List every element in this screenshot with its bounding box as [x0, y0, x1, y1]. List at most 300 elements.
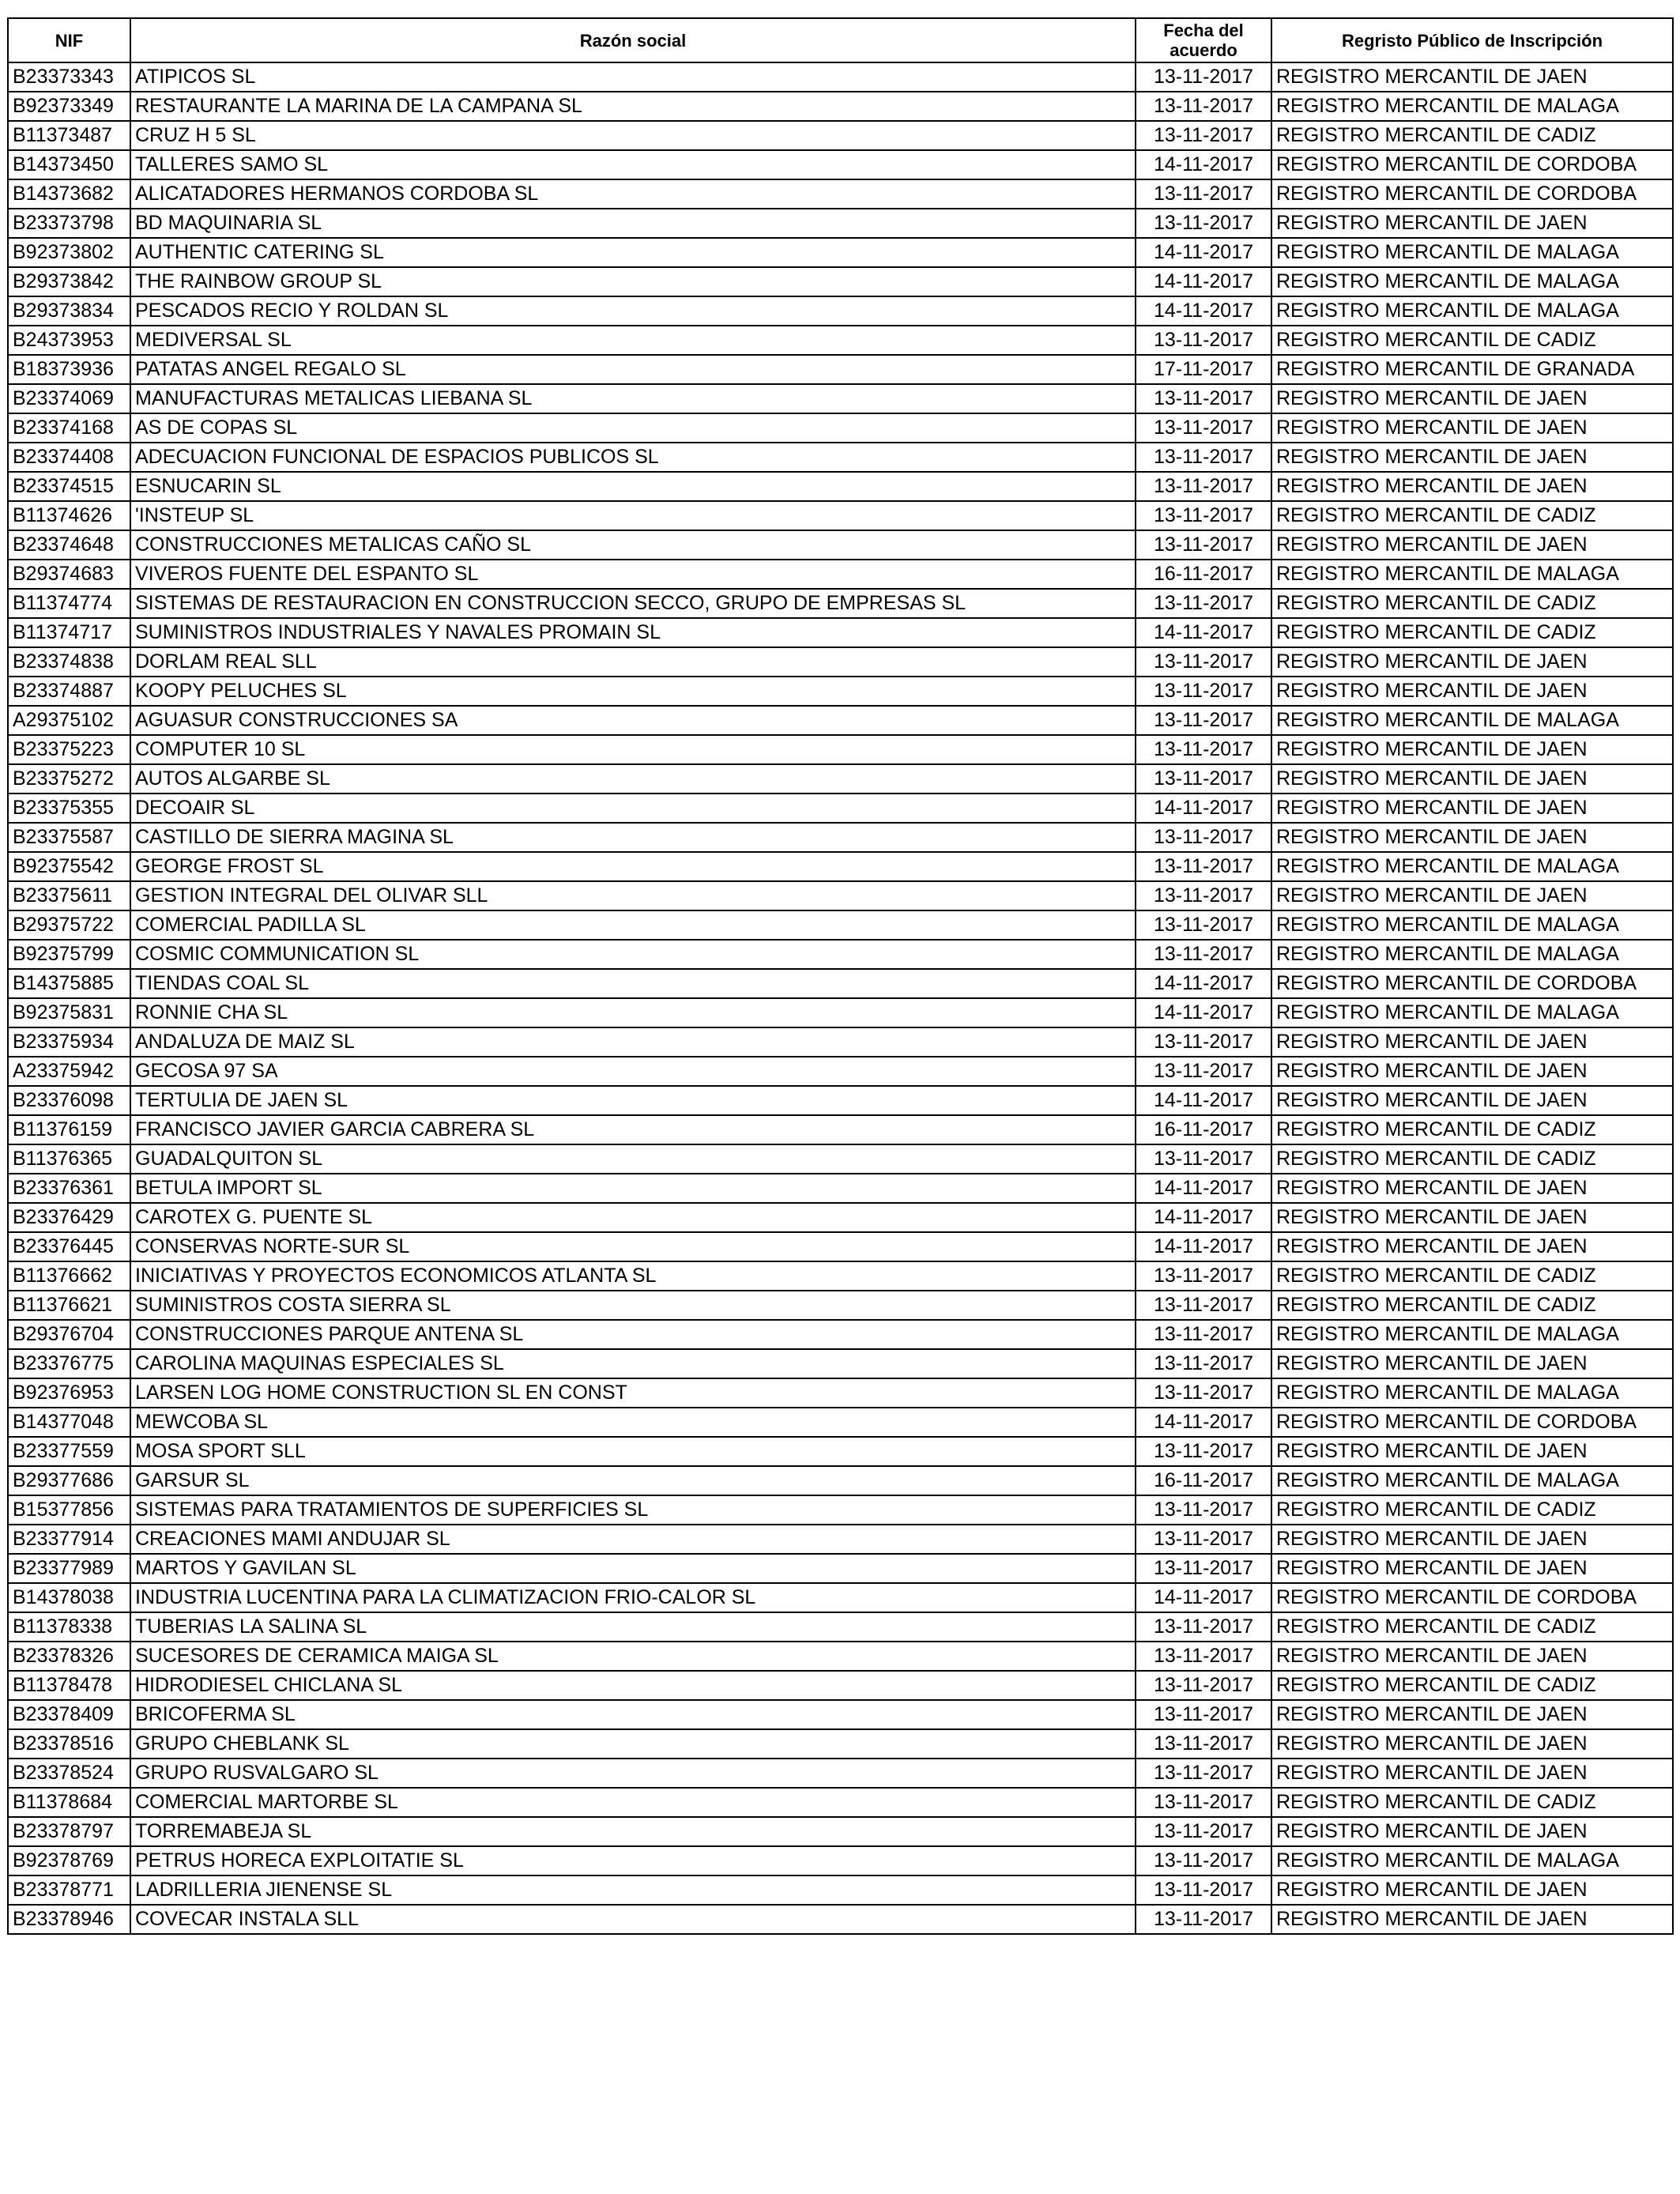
- cell-razon-social: CASTILLO DE SIERRA MAGINA SL: [130, 823, 1136, 852]
- table-row: [8, 62, 1673, 92]
- cell-nif: B92375542: [8, 852, 130, 881]
- cell-razon-social: COMPUTER 10 SL: [130, 735, 1136, 764]
- cell-registro: REGISTRO MERCANTIL DE JAEN: [1271, 764, 1673, 794]
- cell-nif: B23377989: [8, 1554, 130, 1583]
- cell-fecha: 13-11-2017: [1136, 121, 1271, 150]
- cell-registro: REGISTRO MERCANTIL DE MALAGA: [1271, 560, 1673, 589]
- cell-nif: B14373450: [8, 150, 130, 179]
- cell-razon-social: CAROTEX G. PUENTE SL: [130, 1203, 1136, 1232]
- cell-nif: B23378516: [8, 1729, 130, 1759]
- table-row: [8, 1759, 1673, 1788]
- cell-razon-social: SUCESORES DE CERAMICA MAIGA SL: [130, 1642, 1136, 1671]
- table-row: [8, 150, 1673, 179]
- cell-razon-social: ALICATADORES HERMANOS CORDOBA SL: [130, 179, 1136, 209]
- cell-razon-social: TORREMABEJA SL: [130, 1817, 1136, 1846]
- cell-nif: B23375934: [8, 1027, 130, 1057]
- cell-registro: REGISTRO MERCANTIL DE JAEN: [1271, 823, 1673, 852]
- cell-registro: REGISTRO MERCANTIL DE JAEN: [1271, 530, 1673, 560]
- table-row: [8, 1144, 1673, 1174]
- table-row: [8, 969, 1673, 998]
- cell-registro: REGISTRO MERCANTIL DE MALAGA: [1271, 92, 1673, 121]
- cell-registro: REGISTRO MERCANTIL DE JAEN: [1271, 1525, 1673, 1554]
- cell-razon-social: AGUASUR CONSTRUCCIONES SA: [130, 706, 1136, 735]
- table-row: [8, 1875, 1673, 1905]
- table-row: [8, 296, 1673, 326]
- cell-fecha: 14-11-2017: [1136, 1086, 1271, 1115]
- cell-razon-social: GUADALQUITON SL: [130, 1144, 1136, 1174]
- cell-nif: B29376704: [8, 1320, 130, 1349]
- cell-nif: B23377559: [8, 1437, 130, 1466]
- cell-nif: B23376429: [8, 1203, 130, 1232]
- cell-registro: REGISTRO MERCANTIL DE CADIZ: [1271, 618, 1673, 647]
- cell-fecha: 13-11-2017: [1136, 384, 1271, 413]
- cell-nif: B18373936: [8, 355, 130, 384]
- cell-registro: REGISTRO MERCANTIL DE JAEN: [1271, 1203, 1673, 1232]
- cell-fecha: 13-11-2017: [1136, 823, 1271, 852]
- cell-fecha: 13-11-2017: [1136, 413, 1271, 443]
- cell-fecha: 14-11-2017: [1136, 998, 1271, 1027]
- cell-razon-social: COSMIC COMMUNICATION SL: [130, 940, 1136, 969]
- cell-nif: B23374408: [8, 443, 130, 472]
- cell-registro: REGISTRO MERCANTIL DE CADIZ: [1271, 1291, 1673, 1320]
- cell-nif: B14377048: [8, 1408, 130, 1437]
- cell-razon-social: KOOPY PELUCHES SL: [130, 677, 1136, 706]
- cell-nif: B11373487: [8, 121, 130, 150]
- cell-registro: REGISTRO MERCANTIL DE CORDOBA: [1271, 1583, 1673, 1612]
- cell-nif: B92378769: [8, 1846, 130, 1875]
- cell-fecha: 14-11-2017: [1136, 1583, 1271, 1612]
- cell-fecha: 13-11-2017: [1136, 326, 1271, 355]
- cell-razon-social: PATATAS ANGEL REGALO SL: [130, 355, 1136, 384]
- cell-registro: REGISTRO MERCANTIL DE JAEN: [1271, 1349, 1673, 1378]
- cell-registro: REGISTRO MERCANTIL DE JAEN: [1271, 1174, 1673, 1203]
- column-header-nif: NIF: [8, 18, 130, 62]
- table-row: [8, 209, 1673, 238]
- cell-nif: B23373343: [8, 62, 130, 92]
- table-row: [8, 267, 1673, 296]
- cell-razon-social: MEWCOBA SL: [130, 1408, 1136, 1437]
- cell-registro: REGISTRO MERCANTIL DE CADIZ: [1271, 1671, 1673, 1700]
- cell-nif: B23374887: [8, 677, 130, 706]
- cell-fecha: 13-11-2017: [1136, 677, 1271, 706]
- cell-nif: B23377914: [8, 1525, 130, 1554]
- cell-razon-social: HIDRODIESEL CHICLANA SL: [130, 1671, 1136, 1700]
- cell-razon-social: DORLAM REAL SLL: [130, 647, 1136, 677]
- cell-registro: REGISTRO MERCANTIL DE CADIZ: [1271, 326, 1673, 355]
- cell-razon-social: GRUPO RUSVALGARO SL: [130, 1759, 1136, 1788]
- table-row: [8, 1700, 1673, 1729]
- cell-fecha: 13-11-2017: [1136, 735, 1271, 764]
- cell-registro: REGISTRO MERCANTIL DE JAEN: [1271, 1642, 1673, 1671]
- cell-fecha: 13-11-2017: [1136, 1261, 1271, 1291]
- table-row: [8, 1905, 1673, 1934]
- cell-nif: B29373842: [8, 267, 130, 296]
- cell-registro: REGISTRO MERCANTIL DE JAEN: [1271, 1437, 1673, 1466]
- cell-razon-social: SUMINISTROS INDUSTRIALES Y NAVALES PROMAIN SL: [130, 618, 1136, 647]
- table-row: [8, 1115, 1673, 1144]
- cell-fecha: 13-11-2017: [1136, 1788, 1271, 1817]
- cell-registro: REGISTRO MERCANTIL DE JAEN: [1271, 1759, 1673, 1788]
- cell-registro: REGISTRO MERCANTIL DE JAEN: [1271, 1905, 1673, 1934]
- cell-registro: REGISTRO MERCANTIL DE CADIZ: [1271, 501, 1673, 530]
- cell-razon-social: GECOSA 97 SA: [130, 1057, 1136, 1086]
- cell-razon-social: CONSERVAS NORTE-SUR SL: [130, 1232, 1136, 1261]
- cell-nif: B11374626: [8, 501, 130, 530]
- table-row: [8, 1057, 1673, 1086]
- table-row: [8, 1729, 1673, 1759]
- cell-nif: B14375885: [8, 969, 130, 998]
- cell-nif: B23375272: [8, 764, 130, 794]
- table-row: [8, 121, 1673, 150]
- cell-registro: REGISTRO MERCANTIL DE JAEN: [1271, 677, 1673, 706]
- table-row: [8, 472, 1673, 501]
- cell-registro: REGISTRO MERCANTIL DE JAEN: [1271, 1817, 1673, 1846]
- cell-razon-social: ADECUACION FUNCIONAL DE ESPACIOS PUBLICOS SL: [130, 443, 1136, 472]
- cell-razon-social: LADRILLERIA JIENENSE SL: [130, 1875, 1136, 1905]
- table-row: [8, 1174, 1673, 1203]
- cell-fecha: 13-11-2017: [1136, 179, 1271, 209]
- cell-registro: REGISTRO MERCANTIL DE CORDOBA: [1271, 150, 1673, 179]
- cell-razon-social: BD MAQUINARIA SL: [130, 209, 1136, 238]
- cell-registro: REGISTRO MERCANTIL DE MALAGA: [1271, 238, 1673, 267]
- column-header-fecha: [1136, 18, 1271, 62]
- cell-razon-social: PESCADOS RECIO Y ROLDAN SL: [130, 296, 1136, 326]
- cell-fecha: 13-11-2017: [1136, 1642, 1271, 1671]
- cell-nif: B92376953: [8, 1378, 130, 1408]
- cell-registro: REGISTRO MERCANTIL DE JAEN: [1271, 1027, 1673, 1057]
- table-row: [8, 1291, 1673, 1320]
- cell-registro: REGISTRO MERCANTIL DE MALAGA: [1271, 706, 1673, 735]
- table-row: [8, 647, 1673, 677]
- table-row: [8, 618, 1673, 647]
- table-row: [8, 501, 1673, 530]
- table-row: [8, 794, 1673, 823]
- column-header-razon-social: Razón social: [130, 18, 1136, 62]
- table-row: [8, 530, 1673, 560]
- cell-fecha: 13-11-2017: [1136, 530, 1271, 560]
- cell-registro: REGISTRO MERCANTIL DE CADIZ: [1271, 1495, 1673, 1525]
- cell-nif: B23378771: [8, 1875, 130, 1905]
- cell-fecha: 14-11-2017: [1136, 267, 1271, 296]
- table-row: [8, 179, 1673, 209]
- cell-registro: REGISTRO MERCANTIL DE JAEN: [1271, 384, 1673, 413]
- cell-fecha: 13-11-2017: [1136, 589, 1271, 618]
- cell-razon-social: LARSEN LOG HOME CONSTRUCTION SL EN CONST: [130, 1378, 1136, 1408]
- cell-fecha: 13-11-2017: [1136, 1027, 1271, 1057]
- cell-fecha: 13-11-2017: [1136, 1144, 1271, 1174]
- cell-registro: REGISTRO MERCANTIL DE CORDOBA: [1271, 969, 1673, 998]
- cell-nif: B15377856: [8, 1495, 130, 1525]
- table-row: [8, 940, 1673, 969]
- cell-nif: B11378684: [8, 1788, 130, 1817]
- cell-registro: REGISTRO MERCANTIL DE MALAGA: [1271, 1466, 1673, 1495]
- cell-fecha: 13-11-2017: [1136, 910, 1271, 940]
- cell-registro: REGISTRO MERCANTIL DE CADIZ: [1271, 1115, 1673, 1144]
- cell-nif: B23376361: [8, 1174, 130, 1203]
- cell-nif: B92375799: [8, 940, 130, 969]
- cell-nif: B92373349: [8, 92, 130, 121]
- cell-nif: B11376159: [8, 1115, 130, 1144]
- cell-razon-social: COVECAR INSTALA SLL: [130, 1905, 1136, 1934]
- cell-fecha: 13-11-2017: [1136, 1057, 1271, 1086]
- cell-nif: B23378946: [8, 1905, 130, 1934]
- cell-registro: REGISTRO MERCANTIL DE JAEN: [1271, 1232, 1673, 1261]
- cell-razon-social: MANUFACTURAS METALICAS LIEBANA SL: [130, 384, 1136, 413]
- table-row: [8, 1437, 1673, 1466]
- cell-razon-social: AUTHENTIC CATERING SL: [130, 238, 1136, 267]
- cell-registro: REGISTRO MERCANTIL DE MALAGA: [1271, 1320, 1673, 1349]
- table-row: [8, 852, 1673, 881]
- cell-nif: B11374717: [8, 618, 130, 647]
- table-row: [8, 1027, 1673, 1057]
- cell-razon-social: SISTEMAS DE RESTAURACION EN CONSTRUCCION SECCO, GRUPO DE EMPRESAS SL: [130, 589, 1136, 618]
- cell-fecha: 16-11-2017: [1136, 1115, 1271, 1144]
- cell-nif: B14373682: [8, 179, 130, 209]
- table-row: [8, 910, 1673, 940]
- cell-razon-social: ESNUCARIN SL: [130, 472, 1136, 501]
- cell-razon-social: GEORGE FROST SL: [130, 852, 1136, 881]
- cell-fecha: 13-11-2017: [1136, 940, 1271, 969]
- cell-razon-social: MEDIVERSAL SL: [130, 326, 1136, 355]
- cell-fecha: 14-11-2017: [1136, 1174, 1271, 1203]
- cell-fecha: 13-11-2017: [1136, 852, 1271, 881]
- cell-fecha: 17-11-2017: [1136, 355, 1271, 384]
- cell-registro: REGISTRO MERCANTIL DE JAEN: [1271, 647, 1673, 677]
- cell-registro: REGISTRO MERCANTIL DE CADIZ: [1271, 1788, 1673, 1817]
- table-row: [8, 1378, 1673, 1408]
- cell-fecha: 14-11-2017: [1136, 1408, 1271, 1437]
- cell-fecha: 13-11-2017: [1136, 209, 1271, 238]
- cell-fecha: 14-11-2017: [1136, 794, 1271, 823]
- table-row: [8, 1846, 1673, 1875]
- cell-registro: REGISTRO MERCANTIL DE JAEN: [1271, 794, 1673, 823]
- cell-razon-social: TUBERIAS LA SALINA SL: [130, 1612, 1136, 1642]
- cell-nif: B11378338: [8, 1612, 130, 1642]
- cell-registro: REGISTRO MERCANTIL DE CORDOBA: [1271, 1408, 1673, 1437]
- table-row: [8, 384, 1673, 413]
- cell-registro: REGISTRO MERCANTIL DE MALAGA: [1271, 910, 1673, 940]
- table-row: [8, 413, 1673, 443]
- table-row: [8, 1203, 1673, 1232]
- table-row: [8, 326, 1673, 355]
- cell-fecha: 13-11-2017: [1136, 62, 1271, 92]
- cell-registro: REGISTRO MERCANTIL DE JAEN: [1271, 735, 1673, 764]
- cell-razon-social: INDUSTRIA LUCENTINA PARA LA CLIMATIZACION FRIO-CALOR SL: [130, 1583, 1136, 1612]
- cell-registro: REGISTRO MERCANTIL DE JAEN: [1271, 1554, 1673, 1583]
- cell-fecha: 13-11-2017: [1136, 1437, 1271, 1466]
- cell-fecha: 13-11-2017: [1136, 881, 1271, 910]
- table-row: [8, 1408, 1673, 1437]
- cell-nif: B29375722: [8, 910, 130, 940]
- cell-registro: REGISTRO MERCANTIL DE JAEN: [1271, 881, 1673, 910]
- cell-registro: REGISTRO MERCANTIL DE JAEN: [1271, 413, 1673, 443]
- cell-razon-social: CREACIONES MAMI ANDUJAR SL: [130, 1525, 1136, 1554]
- table-row: [8, 1466, 1673, 1495]
- cell-nif: B24373953: [8, 326, 130, 355]
- cell-registro: REGISTRO MERCANTIL DE CADIZ: [1271, 121, 1673, 150]
- cell-fecha: 14-11-2017: [1136, 618, 1271, 647]
- cell-fecha: 13-11-2017: [1136, 1378, 1271, 1408]
- cell-registro: REGISTRO MERCANTIL DE MALAGA: [1271, 267, 1673, 296]
- cell-razon-social: BETULA IMPORT SL: [130, 1174, 1136, 1203]
- cell-razon-social: RESTAURANTE LA MARINA DE LA CAMPANA SL: [130, 92, 1136, 121]
- table-row: [8, 1261, 1673, 1291]
- cell-registro: REGISTRO MERCANTIL DE MALAGA: [1271, 1846, 1673, 1875]
- table-row: [8, 1817, 1673, 1846]
- cell-registro: REGISTRO MERCANTIL DE CADIZ: [1271, 1144, 1673, 1174]
- table-row: [8, 1788, 1673, 1817]
- cell-nif: B23376445: [8, 1232, 130, 1261]
- cell-nif: B92373802: [8, 238, 130, 267]
- cell-razon-social: COMERCIAL PADILLA SL: [130, 910, 1136, 940]
- cell-registro: REGISTRO MERCANTIL DE CADIZ: [1271, 1612, 1673, 1642]
- table-row: [8, 355, 1673, 384]
- cell-razon-social: CONSTRUCCIONES METALICAS CAÑO SL: [130, 530, 1136, 560]
- cell-razon-social: MARTOS Y GAVILAN SL: [130, 1554, 1136, 1583]
- cell-fecha: 13-11-2017: [1136, 1291, 1271, 1320]
- cell-nif: B23376775: [8, 1349, 130, 1378]
- column-header-registro: Regristo Público de Inscripción: [1271, 18, 1673, 62]
- cell-registro: REGISTRO MERCANTIL DE MALAGA: [1271, 296, 1673, 326]
- cell-razon-social: GRUPO CHEBLANK SL: [130, 1729, 1136, 1759]
- cell-razon-social: ANDALUZA DE MAIZ SL: [130, 1027, 1136, 1057]
- cell-registro: REGISTRO MERCANTIL DE MALAGA: [1271, 998, 1673, 1027]
- cell-registro: REGISTRO MERCANTIL DE MALAGA: [1271, 1378, 1673, 1408]
- cell-nif: B11376365: [8, 1144, 130, 1174]
- table-row: [8, 881, 1673, 910]
- cell-nif: B23374515: [8, 472, 130, 501]
- cell-nif: B29374683: [8, 560, 130, 589]
- cell-nif: B23375355: [8, 794, 130, 823]
- cell-razon-social: BRICOFERMA SL: [130, 1700, 1136, 1729]
- cell-nif: B11378478: [8, 1671, 130, 1700]
- table-row: [8, 1612, 1673, 1642]
- cell-fecha: 13-11-2017: [1136, 501, 1271, 530]
- cell-fecha: 14-11-2017: [1136, 296, 1271, 326]
- cell-fecha: 13-11-2017: [1136, 1554, 1271, 1583]
- table-row: [8, 1671, 1673, 1700]
- cell-registro: REGISTRO MERCANTIL DE CADIZ: [1271, 589, 1673, 618]
- cell-fecha: 13-11-2017: [1136, 443, 1271, 472]
- cell-nif: B14378038: [8, 1583, 130, 1612]
- cell-fecha: 13-11-2017: [1136, 1905, 1271, 1934]
- cell-razon-social: FRANCISCO JAVIER GARCIA CABRERA SL: [130, 1115, 1136, 1144]
- cell-fecha: 13-11-2017: [1136, 1612, 1271, 1642]
- cell-fecha: 13-11-2017: [1136, 1729, 1271, 1759]
- cell-fecha: 14-11-2017: [1136, 150, 1271, 179]
- cell-razon-social: DECOAIR SL: [130, 794, 1136, 823]
- column-header-fecha-line1: Fecha del: [1163, 21, 1244, 40]
- cell-nif: B23375223: [8, 735, 130, 764]
- cell-registro: REGISTRO MERCANTIL DE JAEN: [1271, 1729, 1673, 1759]
- cell-razon-social: GARSUR SL: [130, 1466, 1136, 1495]
- cell-nif: B23374069: [8, 384, 130, 413]
- cell-razon-social: AUTOS ALGARBE SL: [130, 764, 1136, 794]
- cell-registro: REGISTRO MERCANTIL DE JAEN: [1271, 443, 1673, 472]
- table-row: [8, 1642, 1673, 1671]
- table-row: [8, 1495, 1673, 1525]
- table-row: [8, 1086, 1673, 1115]
- cell-razon-social: 'INSTEUP SL: [130, 501, 1136, 530]
- cell-razon-social: CAROLINA MAQUINAS ESPECIALES SL: [130, 1349, 1136, 1378]
- table-row: [8, 589, 1673, 618]
- cell-fecha: 13-11-2017: [1136, 1525, 1271, 1554]
- table-row: [8, 238, 1673, 267]
- cell-fecha: 13-11-2017: [1136, 647, 1271, 677]
- cell-fecha: 14-11-2017: [1136, 1232, 1271, 1261]
- column-header-fecha-line2: acuerdo: [1170, 40, 1237, 60]
- cell-registro: REGISTRO MERCANTIL DE MALAGA: [1271, 852, 1673, 881]
- cell-fecha: 13-11-2017: [1136, 764, 1271, 794]
- table-row: [8, 735, 1673, 764]
- cell-nif: B23375587: [8, 823, 130, 852]
- cell-nif: B23376098: [8, 1086, 130, 1115]
- cell-razon-social: VIVEROS FUENTE DEL ESPANTO SL: [130, 560, 1136, 589]
- cell-fecha: 13-11-2017: [1136, 1671, 1271, 1700]
- cell-razon-social: SISTEMAS PARA TRATAMIENTOS DE SUPERFICIES SL: [130, 1495, 1136, 1525]
- cell-registro: REGISTRO MERCANTIL DE JAEN: [1271, 1086, 1673, 1115]
- table-row: [8, 1320, 1673, 1349]
- cell-fecha: 13-11-2017: [1136, 92, 1271, 121]
- registry-table: [7, 17, 1674, 1935]
- cell-fecha: 14-11-2017: [1136, 1203, 1271, 1232]
- cell-registro: REGISTRO MERCANTIL DE JAEN: [1271, 472, 1673, 501]
- cell-nif: B29373834: [8, 296, 130, 326]
- table-row: [8, 998, 1673, 1027]
- cell-fecha: 13-11-2017: [1136, 1759, 1271, 1788]
- cell-fecha: 13-11-2017: [1136, 1817, 1271, 1846]
- cell-razon-social: GESTION INTEGRAL DEL OLIVAR SLL: [130, 881, 1136, 910]
- cell-razon-social: CRUZ H 5 SL: [130, 121, 1136, 150]
- cell-nif: B23373798: [8, 209, 130, 238]
- cell-nif: B11376662: [8, 1261, 130, 1291]
- table-body: [8, 62, 1673, 1934]
- cell-fecha: 13-11-2017: [1136, 1846, 1271, 1875]
- cell-nif: B23374648: [8, 530, 130, 560]
- cell-registro: REGISTRO MERCANTIL DE JAEN: [1271, 209, 1673, 238]
- cell-nif: B23378797: [8, 1817, 130, 1846]
- cell-razon-social: COMERCIAL MARTORBE SL: [130, 1788, 1136, 1817]
- table-row: [8, 706, 1673, 735]
- cell-nif: B11374774: [8, 589, 130, 618]
- table-row: [8, 1583, 1673, 1612]
- cell-registro: REGISTRO MERCANTIL DE JAEN: [1271, 1700, 1673, 1729]
- cell-fecha: 16-11-2017: [1136, 560, 1271, 589]
- table-row: [8, 823, 1673, 852]
- cell-fecha: 16-11-2017: [1136, 1466, 1271, 1495]
- cell-razon-social: PETRUS HORECA EXPLOITATIE SL: [130, 1846, 1136, 1875]
- cell-nif: B23374838: [8, 647, 130, 677]
- cell-razon-social: CONSTRUCCIONES PARQUE ANTENA SL: [130, 1320, 1136, 1349]
- table-row: [8, 92, 1673, 121]
- cell-fecha: 13-11-2017: [1136, 706, 1271, 735]
- table-row: [8, 1525, 1673, 1554]
- cell-fecha: 14-11-2017: [1136, 238, 1271, 267]
- cell-nif: B23374168: [8, 413, 130, 443]
- cell-razon-social: INICIATIVAS Y PROYECTOS ECONOMICOS ATLANTA SL: [130, 1261, 1136, 1291]
- cell-registro: REGISTRO MERCANTIL DE JAEN: [1271, 1875, 1673, 1905]
- cell-registro: REGISTRO MERCANTIL DE JAEN: [1271, 62, 1673, 92]
- table-row: [8, 1349, 1673, 1378]
- cell-fecha: 13-11-2017: [1136, 1320, 1271, 1349]
- cell-nif: B23375611: [8, 881, 130, 910]
- cell-registro: REGISTRO MERCANTIL DE MALAGA: [1271, 940, 1673, 969]
- table-row: [8, 764, 1673, 794]
- cell-razon-social: TALLERES SAMO SL: [130, 150, 1136, 179]
- cell-nif: B11376621: [8, 1291, 130, 1320]
- table-row: [8, 1232, 1673, 1261]
- table-row: [8, 443, 1673, 472]
